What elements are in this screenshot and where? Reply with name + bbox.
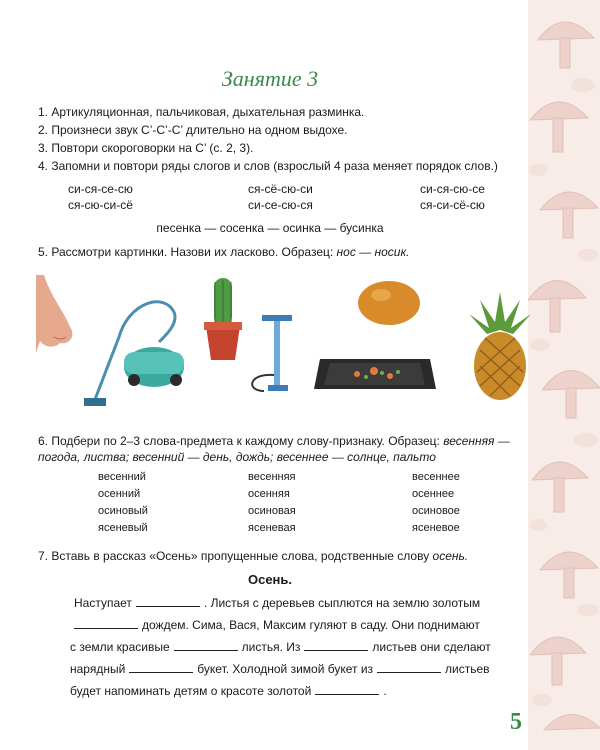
task-4: 4. Запомни и повтори ряды слогов и слов (взрослый 4 раза меняет порядок слов.) xyxy=(38,159,498,173)
page-number: 5 xyxy=(510,709,522,735)
nose-icon xyxy=(36,275,80,353)
task-6-example: весенняя — погода, листва; весенний — день, дождь; весеннее — солнце, пальто xyxy=(38,434,510,464)
syllable-row: ся-сё-сю-си xyxy=(248,182,313,196)
task-6-text: 6. Подбери по 2–3 слова-предмета к каждому слову-признаку. Образец: xyxy=(38,434,444,448)
word-item: осиновое xyxy=(412,505,460,517)
task-3: 3. Повтори скороговорки на С’ (с. 2, 3). xyxy=(38,141,254,155)
word-item: осиновый xyxy=(98,505,148,517)
word-item: ясеневый xyxy=(98,522,148,534)
tray-icon xyxy=(312,355,437,393)
blank-field[interactable] xyxy=(136,596,200,607)
syllable-row: ся-си-сё-сю xyxy=(420,198,485,212)
blank-field[interactable] xyxy=(304,640,368,651)
task-5 xyxy=(38,245,409,259)
word-item: ясеневое xyxy=(412,522,460,534)
task-7-word: осень. xyxy=(432,549,469,563)
word-item: ясеневая xyxy=(248,522,296,534)
blank-field[interactable] xyxy=(377,662,441,673)
mushroom-pattern-icon xyxy=(528,0,600,750)
task-2: 2. Произнеси звук С’-С’-С’ длительно на одном выдохе. xyxy=(38,123,348,137)
word-group-col-2 xyxy=(248,469,296,537)
story-text xyxy=(70,592,510,702)
task-7-text: 7. Вставь в рассказ «Осень» пропущенные слова, родственные слову xyxy=(38,549,433,563)
word-item: осенняя xyxy=(248,488,290,500)
pineapple-icon xyxy=(465,292,535,402)
syllables-col-1 xyxy=(68,181,133,213)
word-item: весеннее xyxy=(412,471,460,483)
task-5-example: нос — носик. xyxy=(336,245,410,259)
story-line-3: с земли красивые листья. Из листьев они сделают xyxy=(70,640,491,654)
task-5-text: 5. Рассмотри картинки. Назови их ласково. Образец: xyxy=(38,245,337,259)
blank-field[interactable] xyxy=(174,640,238,651)
blank-field[interactable] xyxy=(315,684,379,695)
bicycle-pump-icon xyxy=(248,315,308,395)
mushroom-border xyxy=(528,0,600,750)
story-line-2: дождем. Сима, Вася, Максим гуляют в саду. Они поднимают xyxy=(70,614,510,636)
story-line-4: нарядный букет. Холодной зимой букет из листьев xyxy=(70,662,490,676)
cactus-icon xyxy=(202,278,244,360)
word-item: весенний xyxy=(98,471,146,483)
word-item: осиновая xyxy=(248,505,296,517)
vacuum-cleaner-icon xyxy=(84,282,199,412)
word-group-col-3 xyxy=(412,469,460,537)
word-group-col-1 xyxy=(98,469,148,537)
task-7 xyxy=(38,549,468,563)
task-6 xyxy=(38,433,533,465)
syllables-col-3 xyxy=(420,181,485,213)
blank-field[interactable] xyxy=(74,618,138,629)
word-item: осенний xyxy=(98,488,141,500)
syllable-row: си-ся-сю-се xyxy=(420,182,485,196)
task-1: 1. Артикуляционная, пальчиковая, дыхательная разминка. xyxy=(38,105,365,119)
word-item: осеннее xyxy=(412,488,455,500)
story-line-5: будет напоминать детям о красоте золотой . xyxy=(70,684,387,698)
word-item: весенняя xyxy=(248,471,296,483)
syllable-row: ся-сю-си-сё xyxy=(68,198,133,212)
words-line: песенка — сосенка — осинка — бусинка xyxy=(156,221,384,235)
blank-field[interactable] xyxy=(129,662,193,673)
syllables-col-2 xyxy=(248,181,313,213)
syllable-row: си-ся-се-сю xyxy=(68,182,133,196)
story-title: Осень. xyxy=(247,572,293,587)
potato-icon xyxy=(357,279,421,327)
lesson-title: Занятие 3 xyxy=(221,66,319,91)
story-line-1: Наступает . Листья с деревьев сыплются на землю золотым xyxy=(74,596,481,610)
syllable-row: си-се-сю-ся xyxy=(248,198,313,212)
